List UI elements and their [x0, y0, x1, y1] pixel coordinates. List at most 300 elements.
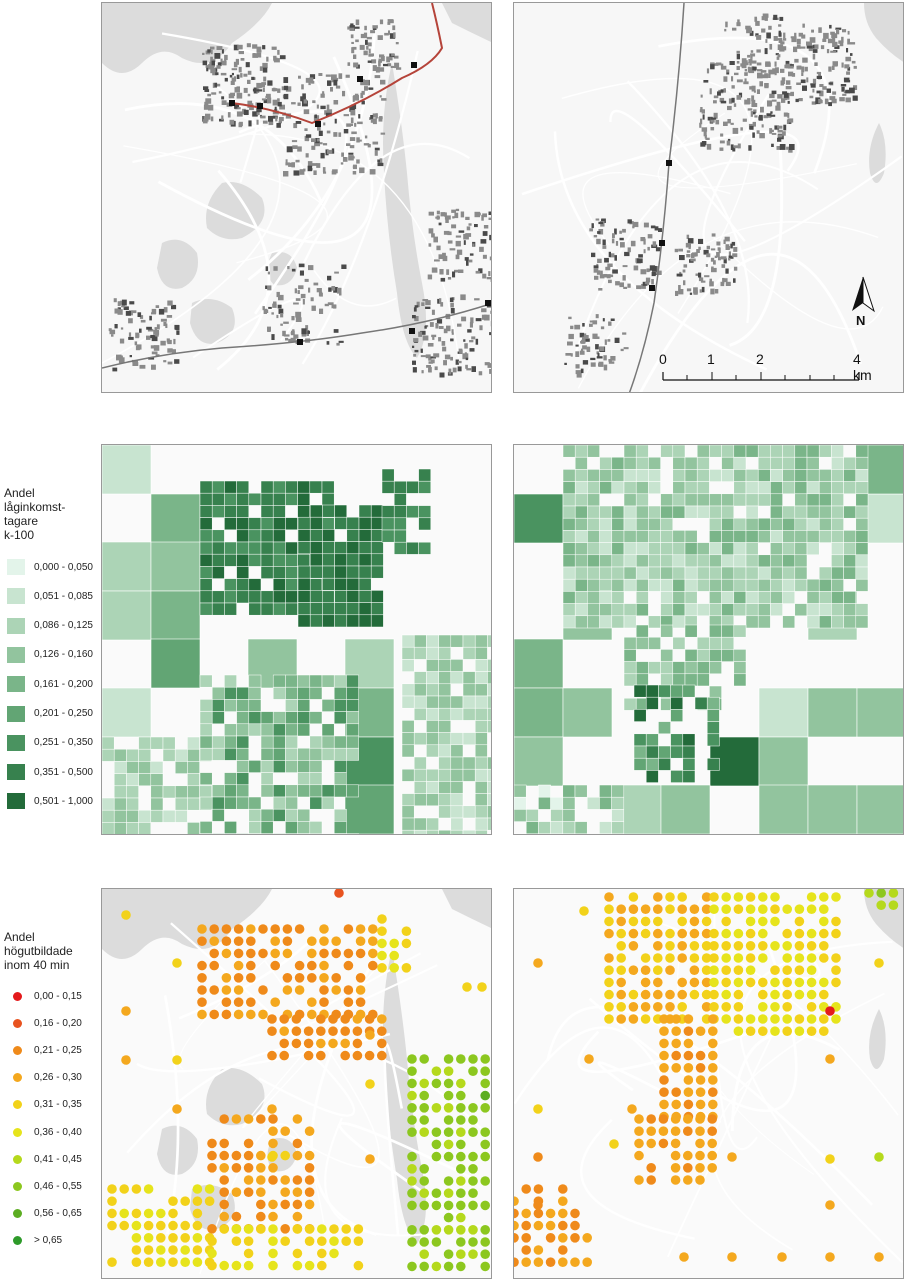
basemap-east-building [702, 109, 705, 113]
basemap-west-building [357, 140, 362, 142]
low-income-west-grid-cell [426, 794, 438, 806]
low-income-west-grid-cell [451, 635, 463, 647]
high-education-west-dot [172, 958, 182, 968]
legend-low-income-title: Andel låginkomst- tagare k-100 [4, 486, 66, 542]
high-education-east-dot [629, 917, 639, 927]
basemap-east-building [847, 39, 850, 45]
basemap-west-building [267, 98, 271, 104]
high-education-west-dot [293, 1187, 303, 1197]
low-income-west-grid-cell [426, 830, 438, 835]
basemap-east-building [799, 33, 803, 37]
low-income-east-grid-cell [587, 530, 599, 542]
basemap-west-building [272, 304, 277, 308]
low-income-east-grid-cell [526, 822, 538, 834]
low-income-west-grid-cell [347, 590, 359, 602]
high-education-east-dot [570, 1221, 580, 1231]
high-education-west-dot [444, 1127, 454, 1137]
low-income-east-grid-cell [831, 543, 843, 555]
low-income-west-grid-cell [285, 493, 297, 505]
high-education-east-dot [558, 1184, 568, 1194]
low-income-east-grid-cell [722, 469, 734, 481]
high-education-west-dot [256, 1212, 266, 1222]
low-income-west-grid-cell [212, 493, 224, 505]
basemap-east-building [723, 278, 728, 282]
basemap-east-building [759, 81, 763, 86]
basemap-east-building [814, 62, 817, 66]
basemap-west-building [150, 335, 154, 338]
low-income-west-grid-cell [414, 684, 426, 696]
low-income-west-grid-cell [114, 810, 126, 822]
basemap-west-building [350, 110, 355, 115]
basemap-east-building [582, 345, 587, 349]
low-income-west-grid-cell [475, 659, 487, 671]
low-income-east-grid-cell [709, 555, 721, 567]
high-education-west-dot [283, 973, 293, 983]
basemap-west-building [434, 259, 440, 261]
basemap-west-building [460, 294, 465, 300]
basemap-east-building [707, 68, 709, 73]
low-income-west-grid-cell [200, 518, 212, 530]
legend-high-education-dot-symbol [13, 992, 22, 1001]
low-income-east-grid-cell [636, 518, 648, 530]
low-income-west-grid-cell [334, 760, 346, 772]
basemap-east-building [711, 118, 717, 120]
basemap-west-building [439, 223, 442, 226]
high-education-east-dot [629, 990, 639, 1000]
basemap-west-building [248, 71, 252, 75]
high-education-east-dot [671, 1026, 681, 1036]
basemap-west-building [149, 316, 152, 321]
legend-high-education-dot-symbol [13, 1046, 22, 1055]
high-education-east-dot [758, 953, 768, 963]
high-education-east-dot [616, 990, 626, 1000]
low-income-west-grid-cell [237, 736, 249, 748]
high-education-east-dot [709, 1002, 719, 1012]
basemap-east-building [615, 338, 620, 343]
high-education-east-dot [746, 904, 756, 914]
basemap-west-building [320, 106, 325, 109]
high-education-west-dot [444, 1066, 454, 1076]
high-education-east-dot [721, 941, 731, 951]
high-education-west-dot [244, 1163, 254, 1173]
basemap-west-building [168, 362, 173, 365]
basemap-east-building [809, 49, 813, 52]
basemap-east-building [733, 247, 737, 252]
high-education-west-dot [267, 1152, 277, 1162]
low-income-west-grid-cell [487, 806, 492, 818]
basemap-west-building [285, 338, 288, 341]
low-income-east-grid-cell [575, 834, 587, 835]
basemap-west-building [237, 93, 243, 99]
basemap-west-building [483, 255, 487, 259]
legend-high-education-dot-symbol [13, 1209, 22, 1218]
low-income-east-grid-cell [624, 530, 636, 542]
low-income-east-grid-cell [758, 567, 770, 579]
low-income-east-grid-cell [661, 674, 673, 686]
low-income-west-grid-cell [414, 647, 426, 659]
low-income-west-grid-cell [451, 830, 463, 835]
low-income-west-grid-cell [298, 493, 310, 505]
low-income-west-grid-cell [463, 733, 475, 745]
high-education-east-dot [679, 1252, 689, 1262]
high-education-west-dot [368, 949, 378, 959]
basemap-west-building [214, 83, 217, 87]
basemap-west-building [413, 367, 417, 372]
basemap-east-building [704, 131, 707, 136]
basemap-east-building [683, 280, 685, 285]
low-income-west-grid-cell [102, 542, 151, 591]
low-income-west-grid-cell [347, 603, 359, 615]
basemap-west-building [304, 109, 310, 114]
low-income-east-grid-cell [783, 445, 795, 457]
high-education-east-dot [616, 1014, 626, 1024]
low-income-east-grid-cell [634, 746, 646, 758]
low-income-east-grid-cell [697, 662, 709, 674]
basemap-west-building [348, 62, 351, 66]
low-income-east-grid-cell [844, 482, 856, 494]
basemap-west-building [453, 368, 457, 373]
basemap-east-building [698, 247, 701, 250]
low-income-west-grid-cell [402, 806, 414, 818]
high-education-west-dot [444, 1140, 454, 1150]
legend-low-income-swatch [6, 587, 26, 605]
low-income-east-grid-cell [661, 625, 673, 637]
legend-low-income-swatch [6, 734, 26, 752]
basemap-west-building [465, 257, 469, 261]
basemap-east-building [830, 51, 836, 53]
high-education-west-dot [293, 1200, 303, 1210]
basemap-west-building [432, 336, 434, 340]
basemap-east-svg [514, 3, 904, 393]
low-income-west-grid-cell [200, 505, 212, 517]
low-income-west-grid-cell [298, 529, 310, 541]
low-income-east-grid-cell [831, 469, 843, 481]
basemap-west-building [437, 215, 440, 219]
low-income-east-grid-cell [673, 567, 685, 579]
high-education-west-dot [293, 1114, 303, 1124]
basemap-east-building [734, 103, 736, 107]
low-income-east-grid-cell [722, 457, 734, 469]
basemap-west-building [208, 105, 213, 111]
low-income-east-grid-cell [636, 604, 648, 616]
basemap-west-building [326, 75, 331, 77]
low-income-east-grid-cell [685, 494, 697, 506]
low-income-west-grid-cell [347, 566, 359, 578]
low-income-east-grid-cell [683, 758, 695, 770]
basemap-west-building [369, 49, 371, 54]
high-education-east-dot [653, 965, 663, 975]
low-income-east-grid-cell [599, 785, 611, 797]
high-education-west-dot [368, 961, 378, 971]
basemap-west-building [447, 232, 451, 236]
high-education-east-dot [709, 941, 719, 951]
basemap-east-building [678, 249, 683, 252]
basemap-west-building [341, 162, 344, 164]
low-income-west-grid-cell [475, 794, 487, 806]
basemap-east-building [715, 63, 719, 66]
low-income-east-grid-cell [685, 674, 697, 686]
basemap-east-building [760, 107, 764, 113]
legend-low-income-label: 0,501 - 1,000 [34, 795, 93, 807]
high-education-west-dot [344, 997, 354, 1007]
low-income-west-grid-cell [273, 603, 285, 615]
low-income-east-grid-cell [807, 494, 819, 506]
basemap-east-building [594, 337, 599, 340]
legend-high-education-row [6, 1150, 82, 1168]
low-income-west-grid-cell [298, 603, 310, 615]
low-income-west-grid-cell [224, 603, 236, 615]
basemap-west-station-marker [315, 121, 321, 127]
basemap-east-building [624, 347, 629, 349]
high-education-west-dot [219, 1224, 229, 1234]
low-income-west-grid-cell [224, 736, 236, 748]
legend-low-income-label: 0,251 - 0,350 [34, 737, 93, 749]
low-income-east-grid-cell [624, 604, 636, 616]
high-education-east-dot [721, 929, 731, 939]
basemap-west-building [365, 136, 367, 139]
low-income-west-grid-cell [335, 590, 347, 602]
low-income-west-grid-cell [187, 798, 199, 810]
low-income-east-grid-cell [807, 506, 819, 518]
low-income-east-grid-cell [673, 494, 685, 506]
basemap-west-building [237, 75, 240, 79]
high-education-west-dot [419, 1054, 429, 1064]
high-education-west-dot [444, 1103, 454, 1113]
high-education-east-dot [646, 1163, 656, 1173]
high-education-east-dot [653, 1002, 663, 1012]
basemap-west-building [451, 210, 456, 213]
legend-high-education-label: 0,31 - 0,35 [34, 1099, 82, 1111]
high-education-west-dot [244, 1187, 254, 1197]
low-income-west-grid-cell [114, 822, 126, 834]
basemap-west-building [430, 322, 434, 327]
basemap-east-building [769, 44, 772, 50]
basemap-west-building [247, 80, 251, 84]
low-income-west-grid-cell [139, 810, 151, 822]
low-income-east-grid-cell [636, 445, 648, 457]
basemap-west-building [263, 88, 265, 92]
basemap-west-building [317, 139, 320, 142]
low-income-east-grid-cell [697, 469, 709, 481]
low-income-east-grid-cell [697, 506, 709, 518]
high-education-west-dot [419, 1188, 429, 1198]
high-education-east-dot [641, 917, 651, 927]
basemap-east-building [801, 73, 803, 77]
high-education-west-dot [193, 1221, 203, 1231]
basemap-east-building [737, 61, 740, 64]
high-education-east-dot [690, 990, 700, 1000]
low-income-east-grid-cell [600, 616, 612, 628]
low-income-east-grid-cell [746, 555, 758, 567]
high-education-west-dot [304, 1026, 314, 1036]
basemap-west-building [383, 64, 388, 66]
basemap-west-building [368, 42, 372, 46]
low-income-east-grid-cell [599, 822, 611, 834]
high-education-west-dot [280, 1224, 290, 1234]
basemap-west-building [156, 305, 160, 308]
high-education-east-dot [721, 917, 731, 927]
low-income-east-grid-cell [563, 785, 575, 797]
basemap-west-building [472, 366, 477, 372]
basemap-east-building [684, 264, 688, 267]
high-education-west-dot [156, 1209, 166, 1219]
high-education-west-dot [244, 1236, 254, 1246]
high-education-west-dot [456, 1188, 466, 1198]
basemap-west-building [454, 213, 458, 218]
low-income-east-grid-cell [575, 567, 587, 579]
basemap-east-building [750, 56, 752, 59]
basemap-west-building [475, 213, 481, 216]
high-education-west-dot [317, 1261, 327, 1271]
basemap-west-building [412, 315, 416, 318]
low-income-west-grid-cell [261, 821, 273, 833]
basemap-west-building [348, 153, 353, 155]
high-education-west-dot [444, 1262, 454, 1272]
basemap-east-building [678, 285, 681, 289]
low-income-west-grid-cell [334, 809, 346, 821]
basemap-east-building [841, 87, 844, 92]
low-income-west-grid-cell [273, 481, 285, 493]
low-income-west-grid-cell [334, 821, 346, 833]
basemap-east-building [714, 96, 719, 99]
legend-low-income-row [6, 558, 93, 576]
basemap-west-building [137, 344, 142, 349]
high-education-west-dot [268, 1249, 278, 1259]
low-income-west-grid-cell [426, 672, 438, 684]
basemap-west-building [308, 81, 310, 85]
basemap-west-building [225, 78, 228, 82]
basemap-west-building [337, 290, 339, 294]
high-education-east-dot [558, 1233, 568, 1243]
low-income-west-grid-cell [187, 761, 199, 773]
low-income-east-grid-cell [563, 567, 575, 579]
high-education-east-dot [782, 953, 792, 963]
basemap-east-building [818, 99, 822, 104]
high-education-west-dot [197, 961, 207, 971]
basemap-east-building [810, 37, 816, 43]
low-income-east-grid-cell [600, 530, 612, 542]
legend-high-education-row [6, 1069, 82, 1087]
high-education-west-dot [432, 1079, 442, 1089]
high-education-east-dot [831, 917, 841, 927]
basemap-east-building [612, 233, 615, 238]
basemap-east-building [737, 79, 743, 82]
low-income-panel-east [513, 444, 904, 835]
high-education-west-dot [480, 1152, 490, 1162]
basemap-west-station-marker [229, 100, 235, 106]
high-education-west-dot [389, 951, 399, 961]
high-education-east-dot [807, 941, 817, 951]
basemap-west-building [327, 131, 331, 134]
low-income-west-grid-cell [310, 760, 322, 772]
basemap-west-building [291, 102, 296, 104]
basemap-west-station-marker [409, 328, 415, 334]
high-education-west-dot [270, 936, 280, 946]
basemap-west-building [470, 322, 473, 328]
basemap-west-building [121, 327, 123, 329]
low-income-east-grid-cell [636, 674, 648, 686]
high-education-east-dot [734, 892, 744, 902]
low-income-west-grid-cell [298, 809, 310, 821]
basemap-west-building [221, 96, 224, 99]
low-income-west-grid-cell [102, 822, 114, 834]
basemap-east-building [765, 39, 767, 43]
basemap-west-building [391, 54, 395, 56]
low-income-west-grid-cell [475, 684, 487, 696]
high-education-east-dot [684, 1026, 694, 1036]
low-income-east-grid-cell [661, 518, 673, 530]
high-education-east-dot [746, 978, 756, 988]
high-education-east-dot [690, 965, 700, 975]
low-income-west-grid-cell [200, 675, 212, 687]
low-income-east-grid-cell [612, 457, 624, 469]
high-education-west-dot [279, 1026, 289, 1036]
basemap-east-building [732, 242, 735, 246]
low-income-east-grid-cell [685, 469, 697, 481]
high-education-east-dot [825, 1252, 835, 1262]
basemap-west-building [203, 119, 208, 123]
high-education-west-dot [293, 1151, 303, 1161]
high-education-east-dot [546, 1221, 556, 1231]
basemap-east-building [724, 29, 726, 32]
low-income-west-grid-cell [322, 518, 334, 530]
basemap-west-building [311, 297, 314, 301]
basemap-west-building [291, 162, 295, 167]
high-education-west-dot [107, 1257, 117, 1267]
high-education-east-dot [683, 1151, 693, 1161]
high-education-east-dot [770, 965, 780, 975]
basemap-west-building [298, 76, 301, 79]
high-education-east-dot [708, 1100, 718, 1110]
low-income-west-grid-cell [212, 712, 224, 724]
low-income-east-grid-cell [636, 506, 648, 518]
basemap-west-building [235, 87, 241, 92]
low-income-east-grid-cell [563, 469, 575, 481]
basemap-west-building [295, 288, 297, 293]
high-education-east-dot [695, 1114, 705, 1124]
high-education-west-dot [307, 1010, 317, 1020]
basemap-east-building [623, 265, 628, 267]
low-income-east-grid-cell [770, 469, 782, 481]
basemap-east-building [598, 222, 603, 224]
low-income-west-grid-cell [371, 615, 383, 627]
high-education-east-dot [582, 1233, 592, 1243]
low-income-east-grid-cell [624, 637, 636, 649]
legend-low-income-label: 0,351 - 0,500 [34, 766, 93, 778]
high-education-west-dot [444, 1201, 454, 1211]
low-income-west-grid-cell [439, 659, 451, 671]
high-education-west-dot [246, 949, 256, 959]
low-income-west-grid-cell [347, 517, 359, 529]
low-income-west-grid-cell [212, 797, 224, 809]
low-income-west-grid-cell [475, 830, 487, 835]
basemap-west-building [263, 121, 268, 124]
basemap-west-building [482, 274, 486, 279]
high-education-east-dot [734, 965, 744, 975]
basemap-west-building [393, 32, 395, 38]
basemap-west-building [161, 319, 167, 322]
basemap-west-building [476, 318, 482, 321]
high-education-east-dot [665, 990, 675, 1000]
high-education-west-dot [340, 1051, 350, 1061]
high-education-west-dot [419, 1091, 429, 1101]
low-income-east-grid-cell [734, 543, 746, 555]
low-income-east-grid-cell [807, 469, 819, 481]
low-income-west-grid-cell [406, 506, 418, 518]
basemap-east-building [827, 49, 829, 53]
low-income-west-grid-cell [249, 554, 261, 566]
high-education-east-dot [616, 1002, 626, 1012]
